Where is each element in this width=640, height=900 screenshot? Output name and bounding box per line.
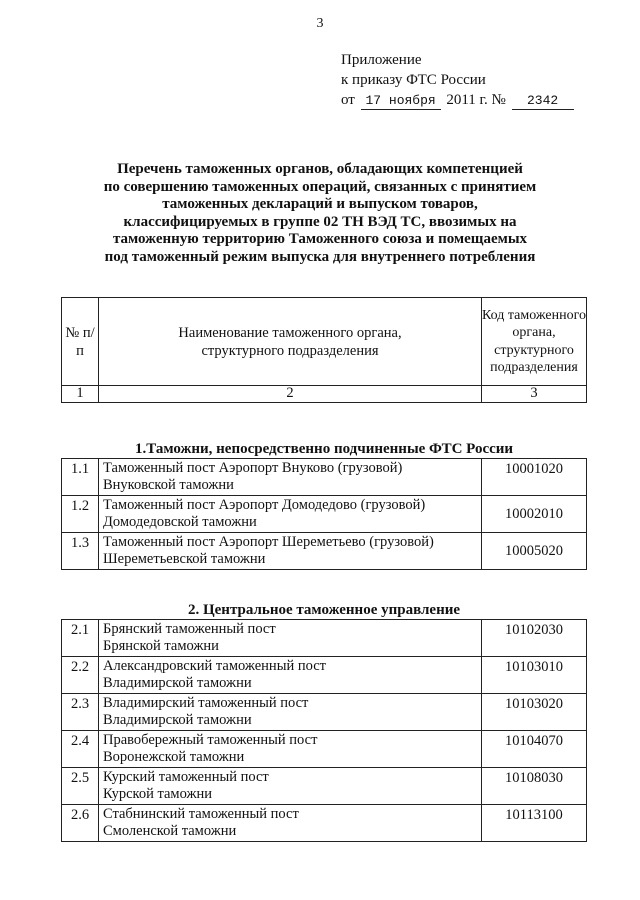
- order-number: 2342: [512, 93, 574, 110]
- office-name: Александровский таможенный пост: [103, 658, 326, 674]
- row-name: [99, 805, 482, 842]
- number-sign: №: [491, 92, 506, 108]
- col-index-2: 2: [99, 386, 482, 403]
- title-line: классифицируемых в группе 02 ТН ВЭД ТС, ввозимых на: [123, 213, 517, 230]
- customs-name: Домодедовской таможни: [103, 514, 257, 530]
- row-code: 10002010: [482, 496, 587, 533]
- row-code: 10113100: [482, 805, 587, 842]
- row-name: [99, 731, 482, 768]
- row-number: 1.2: [62, 496, 99, 533]
- date-prefix: от: [341, 92, 355, 108]
- customs-name: Шереметьевской таможни: [103, 551, 266, 567]
- col-name-header: Наименование таможенного органа, структурного подразделения: [99, 298, 482, 386]
- row-name: [99, 620, 482, 657]
- appendix-title: Приложение: [341, 52, 422, 68]
- table-row: [62, 657, 587, 694]
- table-row: [62, 694, 587, 731]
- customs-name: Воронежской таможни: [103, 749, 245, 765]
- col-index-3: 3: [482, 386, 587, 403]
- title-line: таможенных деклараций и выпуском товаров,: [162, 196, 478, 212]
- office-name: Правобережный таможенный пост: [103, 732, 318, 748]
- page-number: 3: [316, 16, 324, 31]
- col-number-header: № п/п: [62, 298, 99, 386]
- office-name: Таможенный пост Аэропорт Шереметьево (грузовой): [103, 534, 434, 550]
- table-row: [62, 731, 587, 768]
- row-number: 1.3: [62, 533, 99, 570]
- row-number: 2.4: [62, 731, 99, 768]
- row-number: 2.3: [62, 694, 99, 731]
- table-row: [62, 533, 587, 570]
- row-name: [99, 459, 482, 496]
- row-name: [99, 768, 482, 805]
- office-name: Таможенный пост Аэропорт Домодедово (грузовой): [103, 497, 426, 513]
- table-row: [62, 459, 587, 496]
- customs-name: Внуковской таможни: [103, 477, 234, 493]
- table-row: [62, 496, 587, 533]
- table-row: [62, 768, 587, 805]
- document-title: [80, 161, 560, 266]
- customs-name: Брянской таможни: [103, 638, 219, 654]
- table-row: [62, 620, 587, 657]
- office-name: Курский таможенный пост: [103, 769, 269, 785]
- row-code: 10103020: [482, 694, 587, 731]
- appendix-date-line: [341, 90, 574, 110]
- office-name: Стабнинский таможенный пост: [103, 806, 299, 822]
- section-2-table: [61, 619, 587, 842]
- row-code: 10005020: [482, 533, 587, 570]
- customs-name: Курской таможни: [103, 786, 213, 802]
- customs-name: Владимирской таможни: [103, 712, 252, 728]
- row-code: 10104070: [482, 731, 587, 768]
- customs-name: Смоленской таможни: [103, 823, 237, 839]
- row-name: [99, 694, 482, 731]
- appendix-order-ref: к приказу ФТС России: [341, 72, 486, 88]
- row-name: [99, 657, 482, 694]
- title-line: Перечень таможенных органов, обладающих компетенцией: [117, 161, 523, 177]
- row-code: 10103010: [482, 657, 587, 694]
- customs-name: Владимирской таможни: [103, 675, 252, 691]
- order-date: 17 ноября: [361, 93, 441, 110]
- row-name: [99, 496, 482, 533]
- row-code: 10108030: [482, 768, 587, 805]
- row-number: 2.2: [62, 657, 99, 694]
- section-title: 2. Центральное таможенное управление: [187, 602, 461, 618]
- col-code-header: Код таможенного органа, структурного подразделения: [482, 298, 587, 386]
- row-code: 10102030: [482, 620, 587, 657]
- row-number: 2.1: [62, 620, 99, 657]
- appendix-block: [341, 50, 574, 110]
- office-name: Владимирский таможенный пост: [103, 695, 309, 711]
- row-number: 2.6: [62, 805, 99, 842]
- row-code: 10001020: [482, 459, 587, 496]
- title-line: под таможенный режим выпуска для внутреннего потребления: [104, 248, 536, 265]
- order-year: 2011 г.: [446, 92, 488, 108]
- office-name: Таможенный пост Аэропорт Внуково (грузовой): [103, 460, 403, 476]
- col-index-1: 1: [62, 386, 99, 403]
- section-title: 1.Таможни, непосредственно подчиненные ФТС России: [134, 441, 514, 457]
- title-line: таможенную территорию Таможенного союза и помещаемых: [112, 231, 528, 247]
- office-name: Брянский таможенный пост: [103, 621, 276, 637]
- table-row: [62, 805, 587, 842]
- row-number: 1.1: [62, 459, 99, 496]
- row-name: [99, 533, 482, 570]
- title-line: по совершению таможенных операций, связанных с принятием: [103, 178, 537, 195]
- header-table: [61, 297, 587, 403]
- row-number: 2.5: [62, 768, 99, 805]
- section-1-table: [61, 458, 587, 570]
